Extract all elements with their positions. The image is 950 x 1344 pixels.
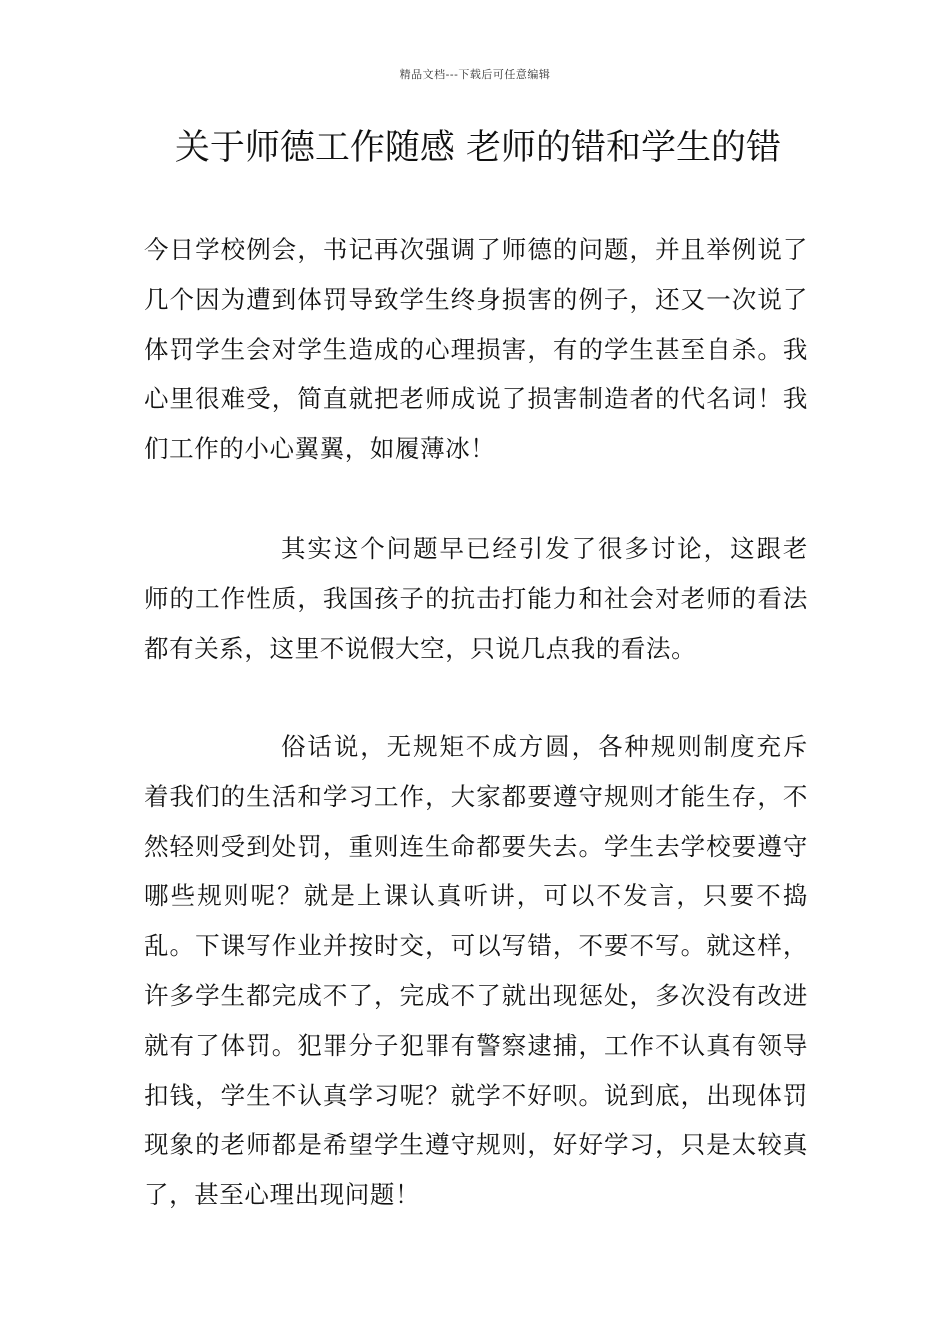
document-title: 关于师德工作随感 老师的错和学生的错 [174, 128, 782, 168]
paragraph-1: 今日学校例会，书记再次强调了师德的问题，并且举例说了几个因为遭到体罚导致学生终身损害的例子，还又一次说了体罚学生会对学生造成的心理损害，有的学生甚至自杀。我心里很难受，简直就把老师成说了损害制造者的代名词！我们工作的小心翼翼，如履薄冰！ [144, 235, 808, 464]
paragraph-3: 俗话说，无规矩不成方圆，各种规则制度充斥着我们的生活和学习工作，大家都要遵守规则才能生存，不然轻则受到处罚，重则连生命都要失去。学生去学校要遵守哪些规则呢？就是上课认真听讲，可以不发言，只要不捣乱。下课写作业并按时交，可以写错，不要不写。就这样，许多学生都完成不了，完成不了就出现惩处，多次没有改进就有了体罚。犯罪分子犯罪有警察逮捕，工作不认真有领导扣钱，学生不认真学习呢？就学不好呗。说到底，出现体罚现象的老师都是希望学生遵守规则，好好学习，只是太较真了，甚至心理出现问题！ [144, 732, 808, 1210]
header-note: 精品文档---下载后可任意编辑 [399, 68, 551, 81]
paragraph-2: 其实这个问题早已经引发了很多讨论，这跟老师的工作性质，我国孩子的抗击打能力和社会对老师的看法都有关系，这里不说假大空，只说几点我的看法。 [144, 534, 808, 663]
